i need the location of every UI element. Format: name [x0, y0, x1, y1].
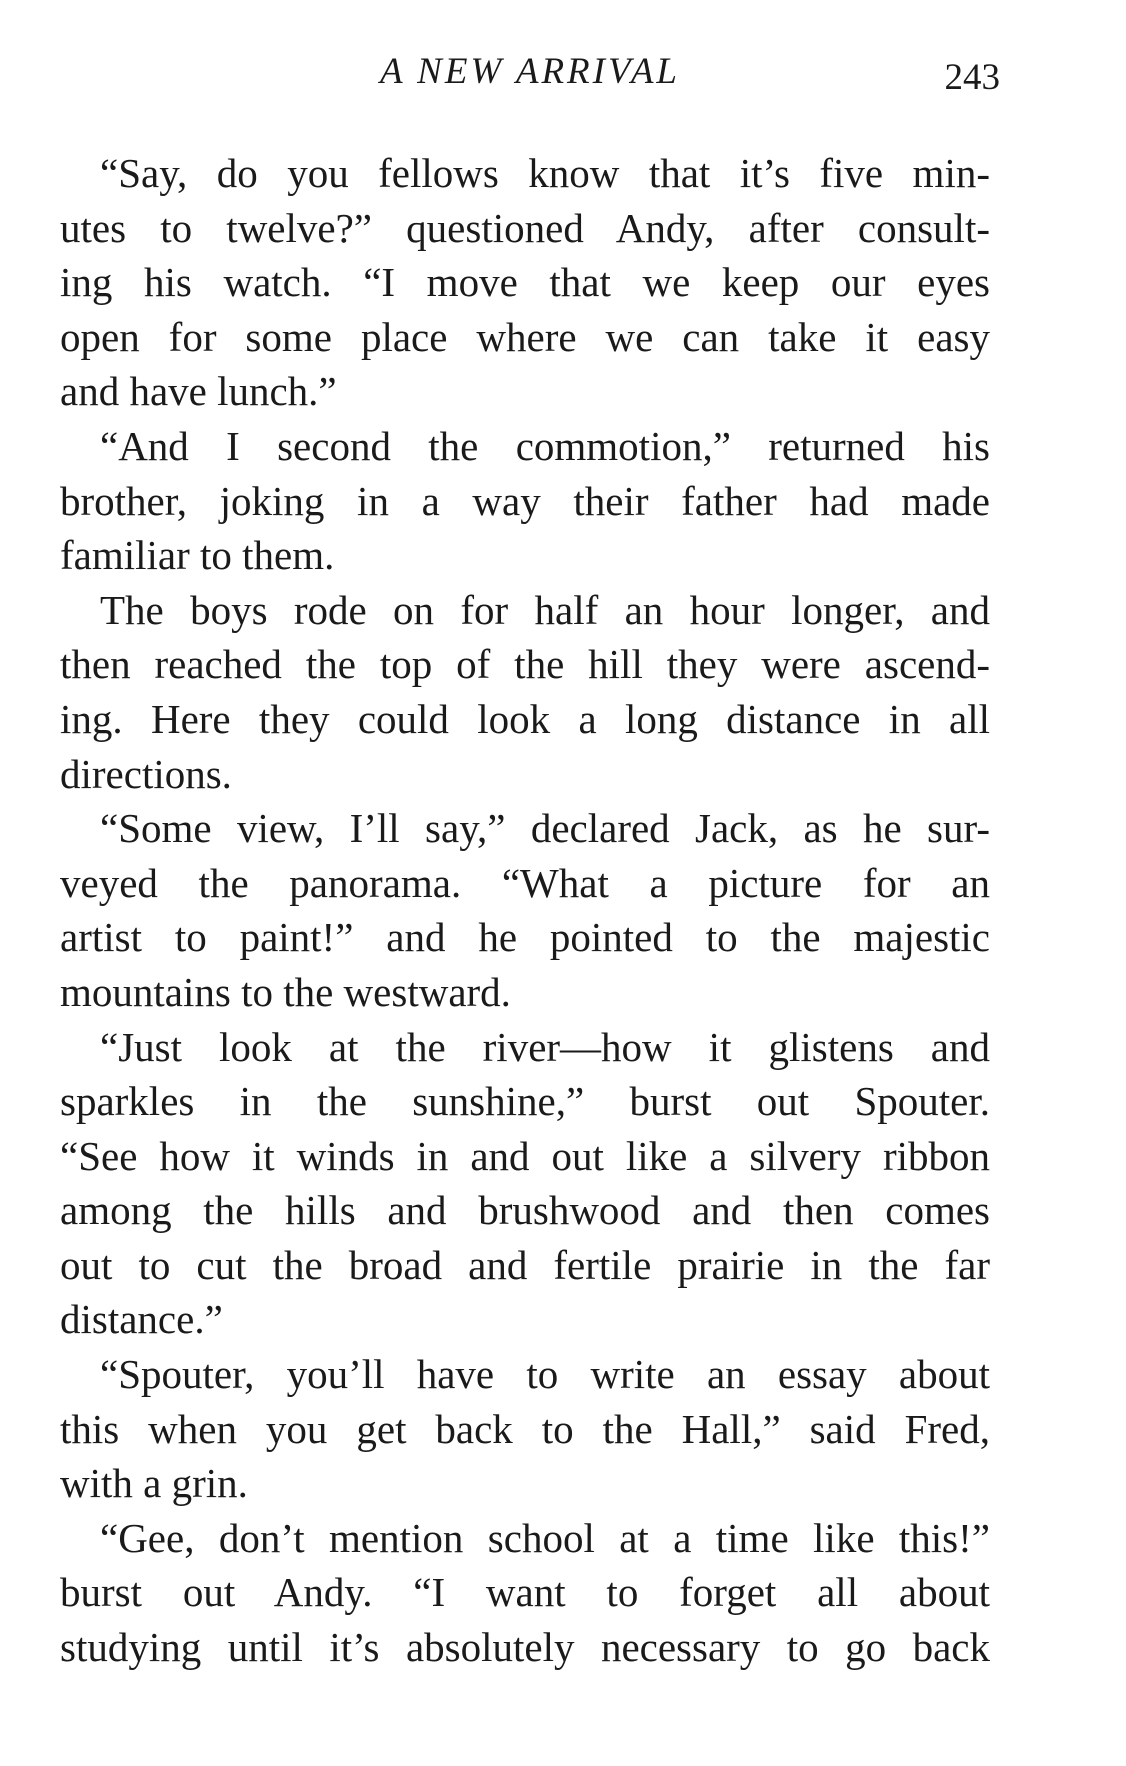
text-line: familiar to them. — [60, 532, 335, 579]
text-line: out to cut the broad and fertile prairie in the far — [60, 1241, 990, 1288]
text-line: ing his watch. “I move that we keep our eyes — [60, 259, 990, 306]
text-line: “Say, do you fellows know that it’s five min- — [100, 150, 990, 196]
text-line: studying until it’s absolutely necessary to go back — [60, 1624, 990, 1671]
text-line: “Gee, don’t mention school at a time like this!” — [100, 1514, 990, 1561]
text-line: The boys rode on for half an hour longer, and — [100, 586, 990, 633]
text-line: ing. Here they could look a long distance in all — [60, 695, 990, 742]
text-line: “Some view, I’ll say,” declared Jack, as he sur- — [100, 805, 990, 852]
text-line: artist to paint!” and he pointed to the majestic — [60, 914, 990, 961]
text-line: this when you get back to the Hall,” said Fred, — [60, 1405, 990, 1452]
text-line: among the hills and brushwood and then comes — [60, 1187, 990, 1234]
text-line: distance.” — [60, 1296, 223, 1343]
body-text — [60, 146, 990, 1675]
text-line: “And I second the commotion,” returned his — [100, 422, 990, 469]
text-line: “Spouter, you’ll have to write an essay about — [100, 1351, 990, 1398]
page-number: 243 — [944, 57, 1000, 98]
text-line: and have lunch.” — [60, 368, 337, 415]
text-line: veyed the panorama. “What a picture for an — [60, 859, 990, 906]
text-line: then reached the top of the hill they were ascend- — [60, 641, 990, 688]
text-line: mountains to the westward. — [60, 968, 511, 1015]
text-line: “Just look at the river—how it glistens and — [100, 1023, 990, 1070]
text-line: sparkles in the sunshine,” burst out Spouter. — [60, 1078, 990, 1125]
text-line: burst out Andy. “I want to forget all about — [60, 1569, 990, 1616]
text-line: brother, joking in a way their father had made — [60, 477, 990, 524]
text-line: open for some place where we can take it easy — [60, 313, 990, 360]
running-head — [60, 50, 1000, 100]
text-line: “See how it winds in and out like a silvery ribbon — [60, 1132, 990, 1179]
running-title: A NEW ARRIVAL — [379, 51, 681, 92]
text-line: utes to twelve?” questioned Andy, after consult- — [60, 204, 990, 251]
text-line: directions. — [60, 750, 232, 797]
text-line: with a grin. — [60, 1460, 248, 1507]
